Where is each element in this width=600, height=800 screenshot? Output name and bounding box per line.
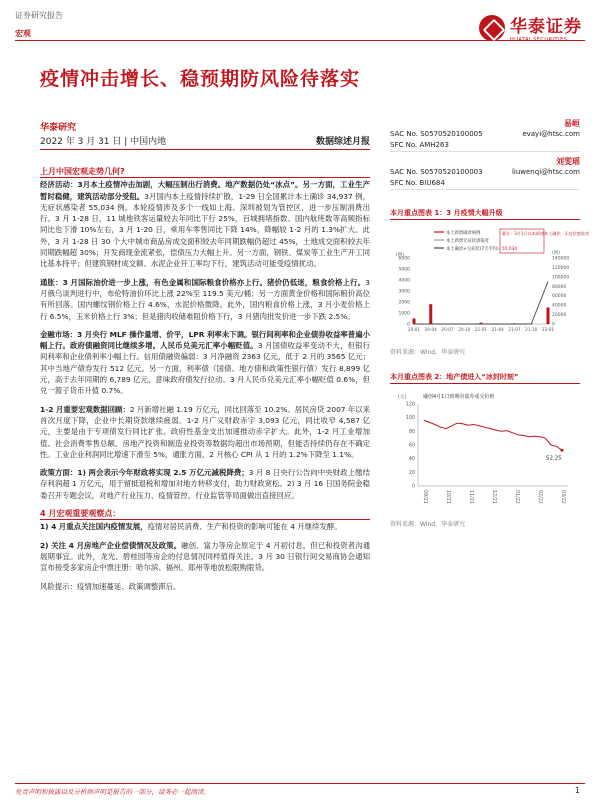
y2-tick-label: 0 xyxy=(552,322,555,328)
figure-2-annotation: 52.25 xyxy=(546,455,562,462)
x-tick-label: 09/21 xyxy=(422,490,427,504)
x-tick-label: 01/22 xyxy=(514,490,519,504)
analyst-name: 刘雯瑶 xyxy=(556,157,580,166)
category-tag: 宏观 xyxy=(15,29,31,38)
y-tick-label: 120 xyxy=(405,402,415,408)
y-tick-label: 80 xyxy=(408,429,415,435)
report-body xyxy=(40,166,370,599)
paragraph-focus-2 xyxy=(40,540,370,574)
sac-label: SAC No. xyxy=(390,168,418,176)
logo-en: HUATAI SECURITIES xyxy=(510,37,568,43)
paragraph-lead: 金融市场：3 月央行 MLF 操作量增、价平，LPR 利率未下调。银行间利率和企业债券收益率普遍小幅上行。政府债融资同比继续多增。人民币兑美元汇率小幅贬值。 xyxy=(40,329,370,351)
sfc-number: BIU684 xyxy=(419,179,445,187)
sfc-number: AMH263 xyxy=(419,141,449,149)
sac-number: S0570520100005 xyxy=(420,130,483,138)
y2-tick-label: 80000 xyxy=(552,284,567,290)
y-tick-label: 2000 xyxy=(398,300,410,306)
x-tick-label: 12/21 xyxy=(491,490,496,504)
paragraph-economy xyxy=(40,179,370,269)
paragraph-text: 3月国内本土疫情持续扩散，1-29 日全国累计本土确诊 34,937 例，无症状感染者 55,034 例。本轮疫情涉及多个一线如上海、深圳被划为管控区，进一步压制消费出行。3 月 1-28 日，11 城地铁客运量较去年同比下行 25%，百城拥堵指数、国内航班数等高频指标同比也下滑 10%左右，3 月 1-20 日，乘用车零售同比下降 14%，降幅较 1-2 月的 1.3%扩大。此外，3 月 1-28 日 30 个大中城市商品房成交面积较去年同期跌幅仍超过 45%，土地成交面积较去年同期跌幅超 30%；开发商现金流紧张，偿债压力大幅上升。另一方面，钢铁、煤炭等工业生产开工同比基本持平；但建筑钢材成交额、水泥企业开工率均下行，建筑活动可能受疫情扰动。 xyxy=(40,191,370,269)
bar-mark xyxy=(429,304,432,324)
paragraph-lead: 1) 4 月重点关注国内疫情发展， xyxy=(40,522,148,532)
analyst-email[interactable]: liuwenqi@htsc.com xyxy=(511,168,580,176)
risk-text: 疫情加速蔓延、政策调整滞后。 xyxy=(76,581,181,591)
y-tick-label: 0 xyxy=(407,322,410,328)
paragraph-review xyxy=(40,404,370,460)
analyst-name: 易峘 xyxy=(564,119,580,128)
x-tick-label: 21-10 xyxy=(525,327,538,332)
sac-number: S0570520100003 xyxy=(420,168,483,176)
report-type: 数据综述月报 xyxy=(315,137,370,147)
figure-1-title: 本月重点图表 1：3 月疫情大幅升级 xyxy=(390,208,580,220)
x-tick-label: 22-01 xyxy=(541,327,555,332)
legend-label: 本土新增确诊病例 xyxy=(446,231,481,236)
doc-type: 证券研究报告 xyxy=(15,11,63,20)
research-org: 华泰研究 xyxy=(40,123,77,133)
y-tick-label: 3000 xyxy=(398,289,410,295)
x-tick-label: 20-04 xyxy=(424,327,437,332)
x-tick-label: 03/22 xyxy=(560,490,565,504)
figure-1 xyxy=(390,208,590,356)
y-tick-label: 0 xyxy=(411,484,415,490)
x-tick-label: 20-07 xyxy=(441,327,454,332)
figure-2-chart xyxy=(390,388,580,516)
figure-1-source: 资料来源：Wind，华泰研究 xyxy=(390,349,466,356)
paragraph-policy xyxy=(40,467,370,501)
y-tick-label: 20 xyxy=(408,470,415,476)
y2-tick-label: 60000 xyxy=(552,294,567,300)
y-axis-label: (元) xyxy=(398,395,407,400)
paragraph-lead: 政策方面：1) 两会表示今年财政将实现 2.5 万亿元减税降费； xyxy=(40,468,249,478)
risk-warning xyxy=(40,581,370,592)
x-tick-label: 21-04 xyxy=(491,327,504,332)
risk-label: 风险提示： xyxy=(40,581,77,591)
paragraph-text: 疫情对居民消费、生产和投资的影响可能在 4 月继续发酵。 xyxy=(147,522,342,532)
brand-logo xyxy=(479,12,582,43)
y-tick-label: 5000 xyxy=(398,267,410,273)
legend-label: 本土确诊+无症状(7天平均) xyxy=(446,247,499,252)
footer-divider xyxy=(15,783,585,784)
y2-tick-label: 120000 xyxy=(552,265,570,271)
paragraph-text: 3 月国债收益率变动不大，但银行间利率和企业债利率小幅上行。信用债融资偏弱：3 月净融资 2363 亿元，低于 2 月的 3565 亿元；其中当地产债券发行 512 亿元。另一方面，利率债（国债、地方债和政策性银行债）发行 8,899 亿元，高于去年同期的 6,789 亿元，意味政府债发行拉动。3 月人民币兑美元汇率小幅贬值 0.6%，但兑一篮子货币升值 0.7%。 xyxy=(40,341,370,396)
y-tick-label: 4000 xyxy=(398,278,410,284)
y-tick-label: 60 xyxy=(408,443,415,449)
x-tick-label: 10/21 xyxy=(445,490,450,504)
paragraph-text: 3 月 8 日央行公告向中央财政上缴结存利润超 1 万亿元，用于留抵退税和增加对地方转移支付，助力财政宽松。2) 3 月 16 日国务院金稳委召开专题会议，对地产行业压力、疫情管控、行业监管等局面做出直接回应。 xyxy=(40,468,370,500)
figure-1-chart xyxy=(390,224,590,344)
series-line xyxy=(414,282,548,324)
y2-tick-label: 20000 xyxy=(552,313,567,319)
x-tick-label: 11/21 xyxy=(468,490,473,504)
y-axis-label: (例) xyxy=(396,253,405,258)
paragraph-markets xyxy=(40,329,370,397)
figure-2-source: 资料来源：Wind，华泰研究 xyxy=(390,521,466,528)
focus-heading: 4 月宏观重要观察点： xyxy=(40,508,370,520)
paragraph-lead: 经济活动：3月本土疫情冲击加剧，大幅压制出行消费。地产数据仍处“冰点”。另一方面，工业生产暂时稳健，建筑活动部分受阻。 xyxy=(40,180,370,201)
x-tick-label: 20-10 xyxy=(458,327,471,332)
page-number: 1 xyxy=(574,786,580,795)
analyst-card xyxy=(390,156,580,190)
series-line xyxy=(424,420,562,450)
figure-2-series-label: 融创4月1日到期的债券成交价格 xyxy=(423,394,495,400)
figure-1-legend xyxy=(434,229,589,253)
paragraph-lead: 1-2 月重要宏观数据回顾： xyxy=(40,404,130,414)
dateline: 2022 年 3 月 31 日 | 中国内地 数据综述月报 xyxy=(40,134,370,150)
x-tick-label: 21-01 xyxy=(474,327,488,332)
y2-tick-label: 140000 xyxy=(552,256,570,262)
paragraph-inflation xyxy=(40,277,370,322)
y-tick-label: 6000 xyxy=(398,256,410,262)
last-point-marker xyxy=(561,449,564,452)
logo-emblem-icon xyxy=(479,15,505,41)
x-tick-label: 20-01 xyxy=(407,327,421,332)
logo-cn: 华泰证券 xyxy=(510,17,582,37)
figure-2-title: 本月重点图表 2：地产债进入“冰封时刻” xyxy=(390,372,580,384)
report-title: 疫情冲击增长、稳预期防风险待落实 xyxy=(40,68,361,90)
y2-tick-label: 40000 xyxy=(552,303,567,309)
y-tick-label: 100 xyxy=(405,416,415,422)
x-tick-label: 02/22 xyxy=(537,490,542,504)
analyst-card xyxy=(390,118,580,152)
legend-label: 本土新增无症状感染者 xyxy=(446,239,489,244)
report-region: 中国内地 xyxy=(130,137,167,147)
paragraph-lead: 通胀：3 月国际油价进一步上涨，有色金属和国际粮食价格亦上行。猪价仍低迷，粮食价格上行。 xyxy=(40,277,366,287)
sfc-label: SFC No. xyxy=(390,179,418,187)
y-tick-label: 40 xyxy=(408,457,415,463)
y2-axis-label: (例) xyxy=(552,251,561,256)
overview-heading: 上月中国宏观走势几何? xyxy=(40,166,370,178)
x-tick-label: 21-07 xyxy=(508,327,521,332)
report-date: 2022 年 3 月 31 日 xyxy=(40,137,122,147)
y-tick-label: 1000 xyxy=(398,311,410,317)
paragraph-focus-1 xyxy=(40,521,370,532)
sac-label: SAC No. xyxy=(390,130,418,138)
paragraph-text: 3 月俄乌谈判进行中，布伦特油价环比上涨 22%至 119.5 美元/桶；另一方面黄金价格和国际粮价高位有所回落。国内螺纹钢价格上行 4.6%，水泥价格微降。此外，国内粮食价格上涨，3 月小麦价格上行 6.5%，玉米价格上行 3%；但是猪肉收储难阻价格下行，3 月猪肉批发价进一步下跌 2.5%。 xyxy=(40,277,370,321)
paragraph-lead: 2) 关注 4 月房地产企业偿债情况及政策。 xyxy=(40,540,182,550)
paragraph-text: 融创、富力等房企原定于 4 月初付息，但已和投资者沟通展期事宜。此外，龙光、碧桂园等房企的付息情况同样值得关注。3 月 30 日银行间交易商协会通知宣布接受多家房企中票注册：哈尔滨、福州、郑州等地放松限购限贷。 xyxy=(40,540,370,573)
legend-label: 累计：3月1日以来新增本土确诊，无症状感染者 xyxy=(502,231,590,236)
analyst-email[interactable]: evayi@htsc.com xyxy=(522,130,580,138)
figure-1-annotation: 55,034 xyxy=(502,247,518,252)
bar-mark xyxy=(413,319,416,325)
disclaimer-note: 免责声明和披露以及分析师声明是报告的一部分，请务必一起阅读。 xyxy=(15,788,210,796)
bar-mark xyxy=(547,308,550,325)
sfc-label: SFC No. xyxy=(390,141,418,149)
y2-tick-label: 100000 xyxy=(552,275,570,281)
figure-2 xyxy=(390,372,580,528)
paragraph-text: 2 月新增社融 1.19 万亿元，同比回落至 10.2%。居民房贷 2007 年以来首次月度下降，企业中长期贷款继续疲弱。1-2 月广义财政赤字 3,093 亿元，同比收窄 4,587 亿元，主要是由于专项债发行同比扩张、政府性基金支出加速推动赤字扩大。此外，1-2 月工业增加值、社会消费零售总额、房地产投资和制造业投资等数据均超出市场预期，但能否持续仍存在不确定性。工业企业利润同比增速下滑至 5%，通胀方面，2 月核心 CPI 从 1 月的 1.2%下降至 1.1%。 xyxy=(40,404,370,459)
analyst-panel xyxy=(390,118,580,194)
